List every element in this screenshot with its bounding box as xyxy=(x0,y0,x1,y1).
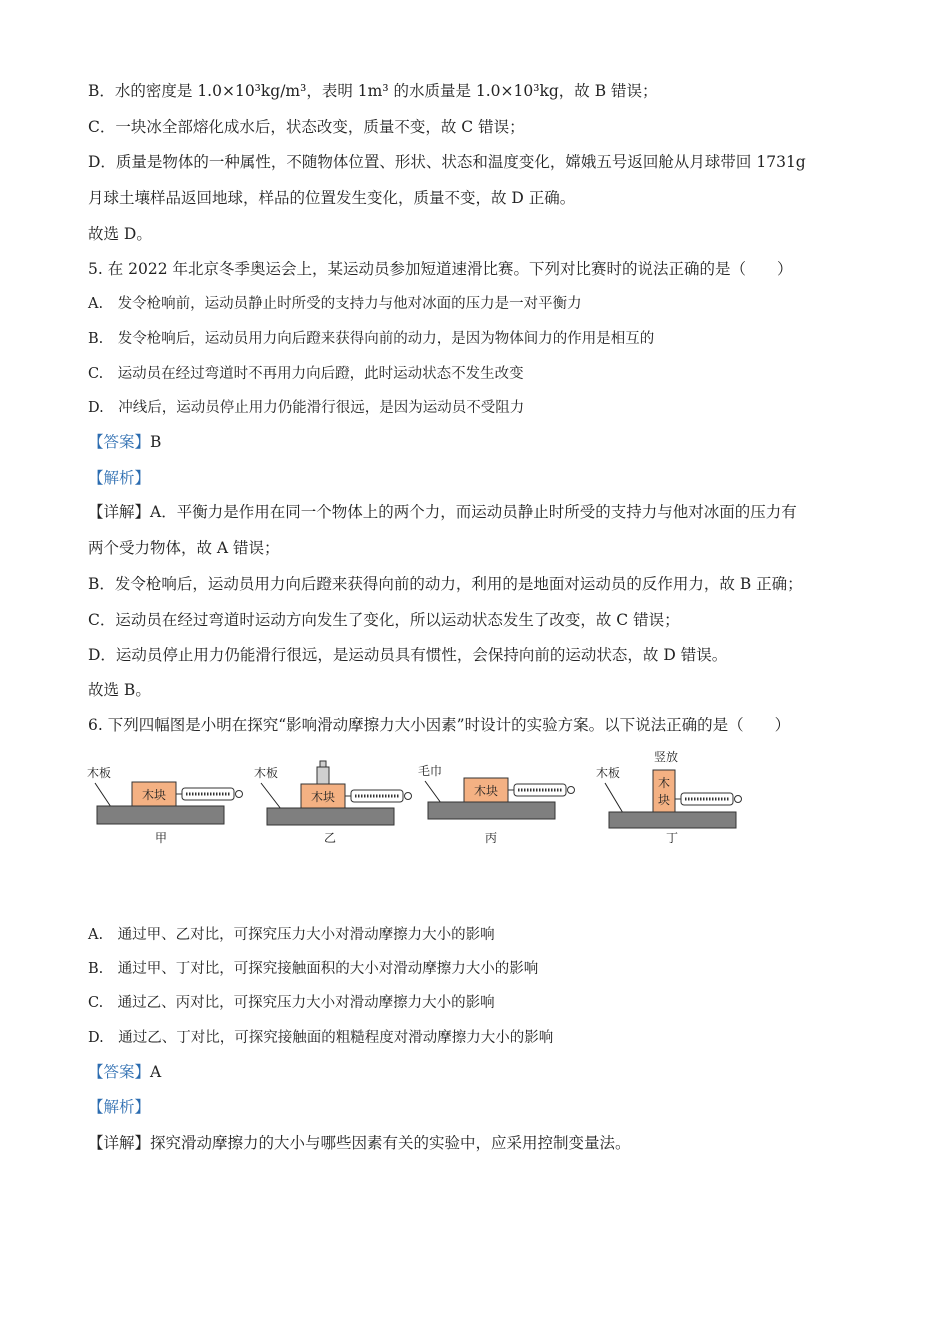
q6-option-d: D. 通过乙、丁对比，可探究接触面的粗糙程度对滑动摩擦力大小的影响 xyxy=(88,1030,554,1046)
label-pointer xyxy=(261,783,281,809)
block-label: 块 xyxy=(657,793,671,807)
detail-tag: 【详解】 xyxy=(88,1134,151,1152)
board xyxy=(267,808,394,825)
label-pointer xyxy=(605,783,623,813)
q6-option-b: B. 通过甲、丁对比，可探究接触面积的大小对滑动摩擦力大小的影响 xyxy=(88,961,539,977)
caption-ding: 丁 xyxy=(665,831,679,845)
block-label: 木块 xyxy=(473,784,499,798)
setup-ding xyxy=(596,749,742,845)
board-label: 木板 xyxy=(596,766,621,780)
caption-jia: 甲 xyxy=(154,831,168,845)
caption-yi: 乙 xyxy=(323,831,337,845)
board xyxy=(609,812,736,828)
label-pointer xyxy=(95,783,111,807)
spring-scale xyxy=(176,788,243,800)
text-line: D．质量是物体的一种属性，不随物体位置、形状、状态和温度变化，嫦娥五号返回舱从月球带回 1731g xyxy=(88,153,806,171)
q5-option-b: B. 发令枪响后，运动员用力向后蹬来获得向前的动力，是因为物体间力的作用是相互的 xyxy=(88,331,655,347)
q5-detail-line: 故选 B。 xyxy=(88,681,151,699)
label-pointer xyxy=(425,781,441,803)
text-line: 月球土壤样品返回地球，样品的位置发生变化，质量不变，故 D 正确。 xyxy=(88,189,576,207)
q6-option-c: C. 通过乙、丙对比，可探究压力大小对滑动摩擦力大小的影响 xyxy=(88,995,495,1011)
weight-icon xyxy=(317,761,329,784)
q5-analysis-tag: 【解析】 xyxy=(88,469,151,487)
text-line: B．水的密度是 1.0×10³kg/m³，表明 1m³ 的水质量是 1.0×10³kg，故 B 错误； xyxy=(88,82,658,100)
block-label: 木块 xyxy=(310,790,336,804)
q6-analysis-tag: 【解析】 xyxy=(88,1098,151,1116)
text-line: C．一块冰全部熔化成水后，状态改变，质量不变，故 C 错误； xyxy=(88,118,525,136)
q5-detail-line: 两个受力物体，故 A 错误； xyxy=(88,539,280,557)
answer-value: B xyxy=(150,433,162,451)
vertical-label: 竖放 xyxy=(654,750,679,764)
q6-option-a: A. 通过甲、乙对比，可探究压力大小对滑动摩擦力大小的影响 xyxy=(88,927,495,943)
text-line: 故选 D。 xyxy=(88,225,152,243)
setup-jia xyxy=(87,765,243,845)
setup-bing xyxy=(418,763,575,845)
q6-answer xyxy=(88,1061,161,1083)
detail-tag: 【详解】 xyxy=(88,503,151,521)
q5-option-a: A. 发令枪响前，运动员静止时所受的支持力与他对冰面的压力是一对平衡力 xyxy=(88,296,582,312)
detail-text: 探究滑动摩擦力的大小与哪些因素有关的实验中，应采用控制变量法。 xyxy=(150,1134,631,1152)
block-label: 木块 xyxy=(141,788,167,802)
question-5-stem: 5. 在 2022 年北京冬季奥运会上，某运动员参加短道速滑比赛。下列对比赛时的说法正确的是（ ） xyxy=(88,260,793,278)
block-label: 木 xyxy=(657,776,671,790)
spring-scale xyxy=(508,784,575,796)
spring-scale xyxy=(345,790,412,802)
q5-option-d: D. 冲线后，运动员停止用力仍能滑行很远，是因为运动员不受阻力 xyxy=(88,400,525,416)
q5-answer xyxy=(88,431,161,453)
experiment-figure xyxy=(85,745,865,855)
q5-detail-line: C．运动员在经过弯道时运动方向发生了变化，所以运动状态发生了改变，故 C 错误； xyxy=(88,611,680,629)
spring-scale xyxy=(675,793,742,805)
towel-label: 毛巾 xyxy=(418,764,443,778)
board xyxy=(97,806,224,824)
detail-text: A．平衡力是作用在同一个物体上的两个力，而运动员静止时所受的支持力与他对冰面的压力有 xyxy=(150,503,797,521)
question-6-stem: 6. 下列四幅图是小明在探究“影响滑动摩擦力大小因素”时设计的实验方案。以下说法正确的是（ ） xyxy=(88,716,791,734)
answer-tag: 【答案】 xyxy=(88,433,151,451)
setup-yi xyxy=(254,761,412,845)
answer-tag: 【答案】 xyxy=(88,1063,151,1081)
board xyxy=(428,802,555,819)
q5-detail-line: D．运动员停止用力仍能滑行很远，是运动员具有惯性，会保持向前的运动状态，故 D 错误。 xyxy=(88,646,728,664)
board-label: 木板 xyxy=(87,766,112,780)
answer-value: A xyxy=(150,1063,162,1081)
q5-detail xyxy=(88,501,797,523)
caption-bing: 丙 xyxy=(484,831,498,845)
q5-detail-line: B．发令枪响后，运动员用力向后蹬来获得向前的动力，利用的是地面对运动员的反作用力，故 B 正确； xyxy=(88,575,803,593)
board-label: 木板 xyxy=(254,766,279,780)
q6-detail xyxy=(88,1132,631,1154)
q5-option-c: C. 运动员在经过弯道时不再用力向后蹬，此时运动状态不发生改变 xyxy=(88,366,524,382)
